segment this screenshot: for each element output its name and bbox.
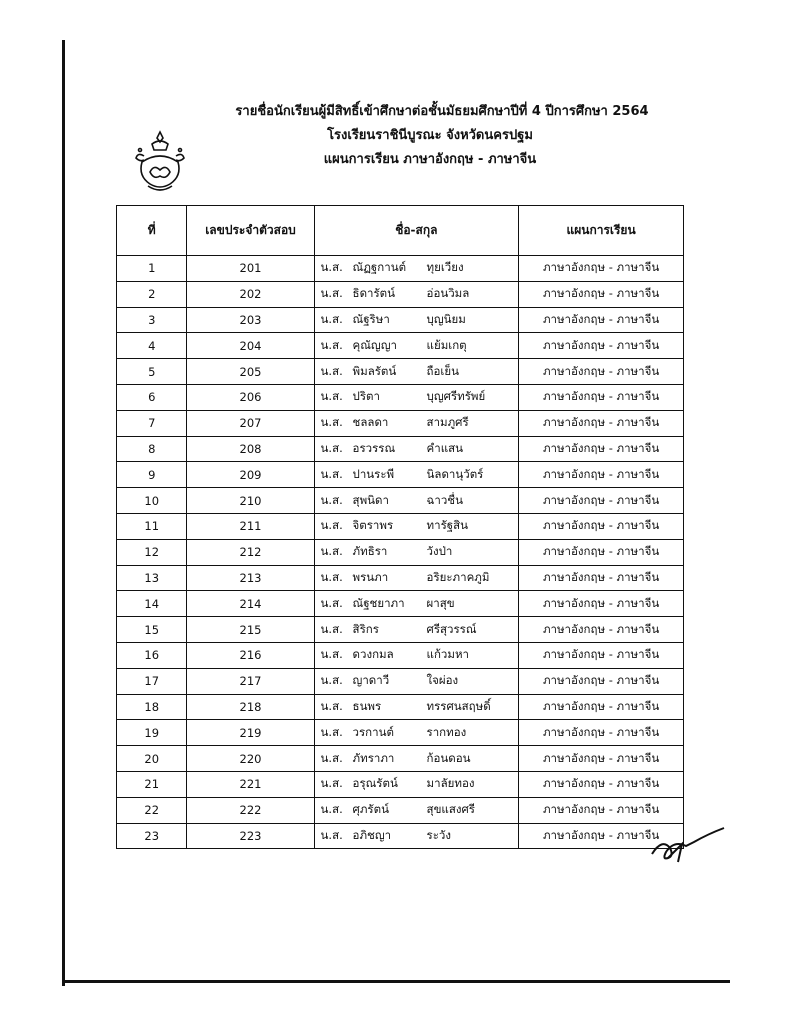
- first-name: ธนพร: [352, 698, 382, 713]
- table-row: [117, 384, 684, 410]
- cell-plan: ภาษาอังกฤษ - ภาษาจีน: [519, 256, 684, 282]
- first-name: อรุณรัตน์: [352, 776, 398, 791]
- header-title: รายชื่อนักเรียนผู้มีสิทธิ์เข้าศึกษาต่อชั้นมัธยมศึกษาปีที่ 4 ปีการศึกษา 2564: [235, 104, 649, 119]
- cell-exam-id: 215: [187, 617, 314, 643]
- first-name: ปานระพี: [352, 466, 395, 481]
- table-row: [117, 617, 684, 643]
- cell-no: 14: [117, 591, 187, 617]
- name-prefix: น.ส.: [320, 440, 343, 455]
- cell-exam-id: 213: [187, 565, 314, 591]
- cell-no: 3: [117, 307, 187, 333]
- cell-no: 9: [117, 462, 187, 488]
- cell-name: [314, 591, 519, 617]
- student-roster-table: [116, 205, 684, 849]
- name-prefix: น.ส.: [320, 389, 343, 404]
- cell-exam-id: 220: [187, 746, 314, 772]
- cell-no: 8: [117, 436, 187, 462]
- name-prefix: น.ส.: [320, 673, 343, 688]
- cell-exam-id: 210: [187, 488, 314, 514]
- cell-name: [314, 617, 519, 643]
- cell-exam-id: 216: [187, 642, 314, 668]
- name-prefix: น.ส.: [320, 595, 343, 610]
- cell-plan: ภาษาอังกฤษ - ภาษาจีน: [519, 771, 684, 797]
- cell-plan: ภาษาอังกฤษ - ภาษาจีน: [519, 797, 684, 823]
- table-row: [117, 771, 684, 797]
- table-row: [117, 436, 684, 462]
- cell-exam-id: 218: [187, 694, 314, 720]
- first-name: พิมลรัตน์: [352, 363, 397, 378]
- first-name: สุพนิดา: [352, 492, 389, 507]
- cell-plan: ภาษาอังกฤษ - ภาษาจีน: [519, 591, 684, 617]
- table-body: [117, 256, 684, 849]
- last-name: มาลัยทอง: [426, 776, 475, 791]
- cell-name: [314, 539, 519, 565]
- cell-plan: ภาษาอังกฤษ - ภาษาจีน: [519, 668, 684, 694]
- table-row: [117, 642, 684, 668]
- name-prefix: น.ส.: [320, 337, 343, 352]
- last-name: รากทอง: [426, 724, 467, 739]
- cell-exam-id: 214: [187, 591, 314, 617]
- cell-exam-id: 222: [187, 797, 314, 823]
- first-name: ณัฐชยาภา: [352, 595, 405, 610]
- last-name: คำแสน: [426, 440, 463, 455]
- table-row: [117, 539, 684, 565]
- cell-name: [314, 668, 519, 694]
- table-row: [117, 333, 684, 359]
- cell-exam-id: 207: [187, 410, 314, 436]
- cell-name: [314, 513, 519, 539]
- cell-name: [314, 333, 519, 359]
- last-name: ใจผ่อง: [426, 673, 459, 688]
- cell-exam-id: 204: [187, 333, 314, 359]
- last-name: บุญนิยม: [426, 311, 466, 326]
- cell-name: [314, 307, 519, 333]
- table-row: [117, 513, 684, 539]
- cell-no: 5: [117, 359, 187, 385]
- last-name: ฉาวชื่น: [426, 492, 463, 507]
- cell-no: 7: [117, 410, 187, 436]
- first-name: ภัทราภา: [352, 750, 395, 765]
- page-bottom-border: [62, 980, 730, 983]
- cell-name: [314, 694, 519, 720]
- table-row: [117, 307, 684, 333]
- last-name: ผาสุข: [426, 595, 455, 610]
- signature-mark: [648, 818, 728, 868]
- cell-exam-id: 208: [187, 436, 314, 462]
- document-header: [200, 100, 660, 172]
- cell-plan: ภาษาอังกฤษ - ภาษาจีน: [519, 565, 684, 591]
- name-prefix: น.ส.: [320, 698, 343, 713]
- cell-plan: ภาษาอังกฤษ - ภาษาจีน: [519, 488, 684, 514]
- column-header-name: ชื่อ-สกุล: [314, 206, 519, 256]
- cell-plan: ภาษาอังกฤษ - ภาษาจีน: [519, 720, 684, 746]
- table-row: [117, 359, 684, 385]
- cell-plan: ภาษาอังกฤษ - ภาษาจีน: [519, 410, 684, 436]
- table-row: [117, 256, 684, 282]
- last-name: ก้อนดอน: [426, 750, 471, 765]
- cell-name: [314, 462, 519, 488]
- school-emblem-icon: [130, 128, 190, 194]
- name-prefix: น.ส.: [320, 802, 343, 817]
- cell-name: [314, 797, 519, 823]
- cell-exam-id: 223: [187, 823, 314, 849]
- cell-no: 23: [117, 823, 187, 849]
- last-name: ทุยเวียง: [426, 260, 464, 275]
- cell-exam-id: 201: [187, 256, 314, 282]
- name-prefix: น.ส.: [320, 750, 343, 765]
- cell-plan: ภาษาอังกฤษ - ภาษาจีน: [519, 746, 684, 772]
- cell-plan: ภาษาอังกฤษ - ภาษาจีน: [519, 281, 684, 307]
- name-prefix: น.ส.: [320, 647, 343, 662]
- table-row: [117, 410, 684, 436]
- cell-name: [314, 823, 519, 849]
- last-name: แก้วมหา: [426, 647, 469, 662]
- first-name: สิริกร: [352, 621, 379, 636]
- last-name: ศรีสุวรรณ์: [426, 621, 477, 636]
- name-prefix: น.ส.: [320, 286, 343, 301]
- cell-no: 1: [117, 256, 187, 282]
- name-prefix: น.ส.: [320, 415, 343, 430]
- name-prefix: น.ส.: [320, 492, 343, 507]
- table-row: [117, 591, 684, 617]
- cell-exam-id: 212: [187, 539, 314, 565]
- cell-name: [314, 565, 519, 591]
- cell-no: 4: [117, 333, 187, 359]
- name-prefix: น.ส.: [320, 311, 343, 326]
- cell-exam-id: 209: [187, 462, 314, 488]
- first-name: อภิชญา: [352, 827, 392, 842]
- cell-exam-id: 219: [187, 720, 314, 746]
- cell-exam-id: 205: [187, 359, 314, 385]
- cell-no: 17: [117, 668, 187, 694]
- cell-name: [314, 642, 519, 668]
- last-name: วังป่า: [426, 544, 453, 559]
- last-name: นิลดานุวัตร์: [426, 466, 484, 481]
- table-row: [117, 668, 684, 694]
- cell-plan: ภาษาอังกฤษ - ภาษาจีน: [519, 513, 684, 539]
- table-row: [117, 565, 684, 591]
- table-row: [117, 746, 684, 772]
- cell-exam-id: 221: [187, 771, 314, 797]
- name-prefix: น.ส.: [320, 621, 343, 636]
- cell-no: 12: [117, 539, 187, 565]
- cell-no: 6: [117, 384, 187, 410]
- cell-no: 2: [117, 281, 187, 307]
- column-header-no: ที่: [117, 206, 187, 256]
- first-name: ธิดารัตน์: [352, 286, 395, 301]
- first-name: ดวงกมล: [352, 647, 394, 662]
- name-prefix: น.ส.: [320, 363, 343, 378]
- cell-plan: ภาษาอังกฤษ - ภาษาจีน: [519, 384, 684, 410]
- last-name: บุญศรีทรัพย์: [426, 389, 486, 404]
- cell-plan: ภาษาอังกฤษ - ภาษาจีน: [519, 307, 684, 333]
- cell-no: 11: [117, 513, 187, 539]
- table-header-row: [117, 206, 684, 256]
- cell-plan: ภาษาอังกฤษ - ภาษาจีน: [519, 617, 684, 643]
- header-program: แผนการเรียน ภาษาอังกฤษ - ภาษาจีน: [323, 152, 537, 167]
- name-prefix: น.ส.: [320, 260, 343, 275]
- first-name: ภัทธิรา: [352, 544, 388, 559]
- table-row: [117, 720, 684, 746]
- first-name: จิตราพร: [352, 518, 394, 533]
- cell-plan: ภาษาอังกฤษ - ภาษาจีน: [519, 642, 684, 668]
- cell-no: 21: [117, 771, 187, 797]
- table-row: [117, 823, 684, 849]
- cell-name: [314, 359, 519, 385]
- column-header-exam-id: เลขประจำตัวสอบ: [187, 206, 314, 256]
- cell-no: 10: [117, 488, 187, 514]
- last-name: ระวัง: [426, 827, 451, 842]
- table-row: [117, 462, 684, 488]
- last-name: ทารัฐสิน: [426, 518, 468, 533]
- last-name: แย้มเกตุ: [426, 337, 467, 352]
- table-row: [117, 797, 684, 823]
- cell-plan: ภาษาอังกฤษ - ภาษาจีน: [519, 436, 684, 462]
- last-name: สามภูศรี: [426, 415, 469, 430]
- first-name: ณัฐริษา: [352, 311, 390, 326]
- cell-name: [314, 281, 519, 307]
- cell-exam-id: 206: [187, 384, 314, 410]
- cell-name: [314, 488, 519, 514]
- cell-plan: ภาษาอังกฤษ - ภาษาจีน: [519, 539, 684, 565]
- cell-name: [314, 384, 519, 410]
- first-name: ญาดาวี: [352, 673, 390, 688]
- cell-no: 13: [117, 565, 187, 591]
- cell-plan: ภาษาอังกฤษ - ภาษาจีน: [519, 462, 684, 488]
- name-prefix: น.ส.: [320, 518, 343, 533]
- last-name: สุขแสงศรี: [426, 802, 475, 817]
- header-school: โรงเรียนราชินีบูรณะ จังหวัดนครปฐม: [327, 128, 533, 143]
- first-name: ชลลดา: [352, 415, 389, 430]
- cell-name: [314, 436, 519, 462]
- cell-plan: ภาษาอังกฤษ - ภาษาจีน: [519, 359, 684, 385]
- first-name: ปริตา: [352, 389, 380, 404]
- cell-no: 15: [117, 617, 187, 643]
- cell-name: [314, 746, 519, 772]
- cell-plan: ภาษาอังกฤษ - ภาษาจีน: [519, 694, 684, 720]
- cell-name: [314, 771, 519, 797]
- first-name: ศุภรัตน์: [352, 802, 389, 817]
- cell-name: [314, 410, 519, 436]
- name-prefix: น.ส.: [320, 466, 343, 481]
- first-name: วรกานต์: [352, 724, 394, 739]
- last-name: ทรรศนสฤษดิ์: [426, 698, 491, 713]
- cell-plan: ภาษาอังกฤษ - ภาษาจีน: [519, 333, 684, 359]
- cell-name: [314, 256, 519, 282]
- cell-plan: ภาษาอังกฤษ - ภาษาจีน: [519, 823, 684, 849]
- first-name: ณัฏฐกานต์: [352, 260, 407, 275]
- first-name: คุณัญญา: [352, 337, 397, 352]
- cell-no: 22: [117, 797, 187, 823]
- cell-no: 18: [117, 694, 187, 720]
- cell-name: [314, 720, 519, 746]
- last-name: อริยะภาคภูมิ: [426, 569, 490, 584]
- cell-exam-id: 217: [187, 668, 314, 694]
- name-prefix: น.ส.: [320, 569, 343, 584]
- cell-no: 19: [117, 720, 187, 746]
- first-name: อรวรรณ: [352, 440, 396, 455]
- table-row: [117, 488, 684, 514]
- name-prefix: น.ส.: [320, 827, 343, 842]
- cell-exam-id: 203: [187, 307, 314, 333]
- name-prefix: น.ส.: [320, 724, 343, 739]
- table-row: [117, 281, 684, 307]
- name-prefix: น.ส.: [320, 776, 343, 791]
- cell-no: 16: [117, 642, 187, 668]
- page-left-border: [62, 40, 65, 986]
- table-row: [117, 694, 684, 720]
- cell-exam-id: 202: [187, 281, 314, 307]
- last-name: ถือเย็น: [426, 363, 459, 378]
- column-header-plan: แผนการเรียน: [519, 206, 684, 256]
- name-prefix: น.ส.: [320, 544, 343, 559]
- last-name: อ่อนวิมล: [426, 286, 470, 301]
- first-name: พรนภา: [352, 569, 389, 584]
- cell-exam-id: 211: [187, 513, 314, 539]
- cell-no: 20: [117, 746, 187, 772]
